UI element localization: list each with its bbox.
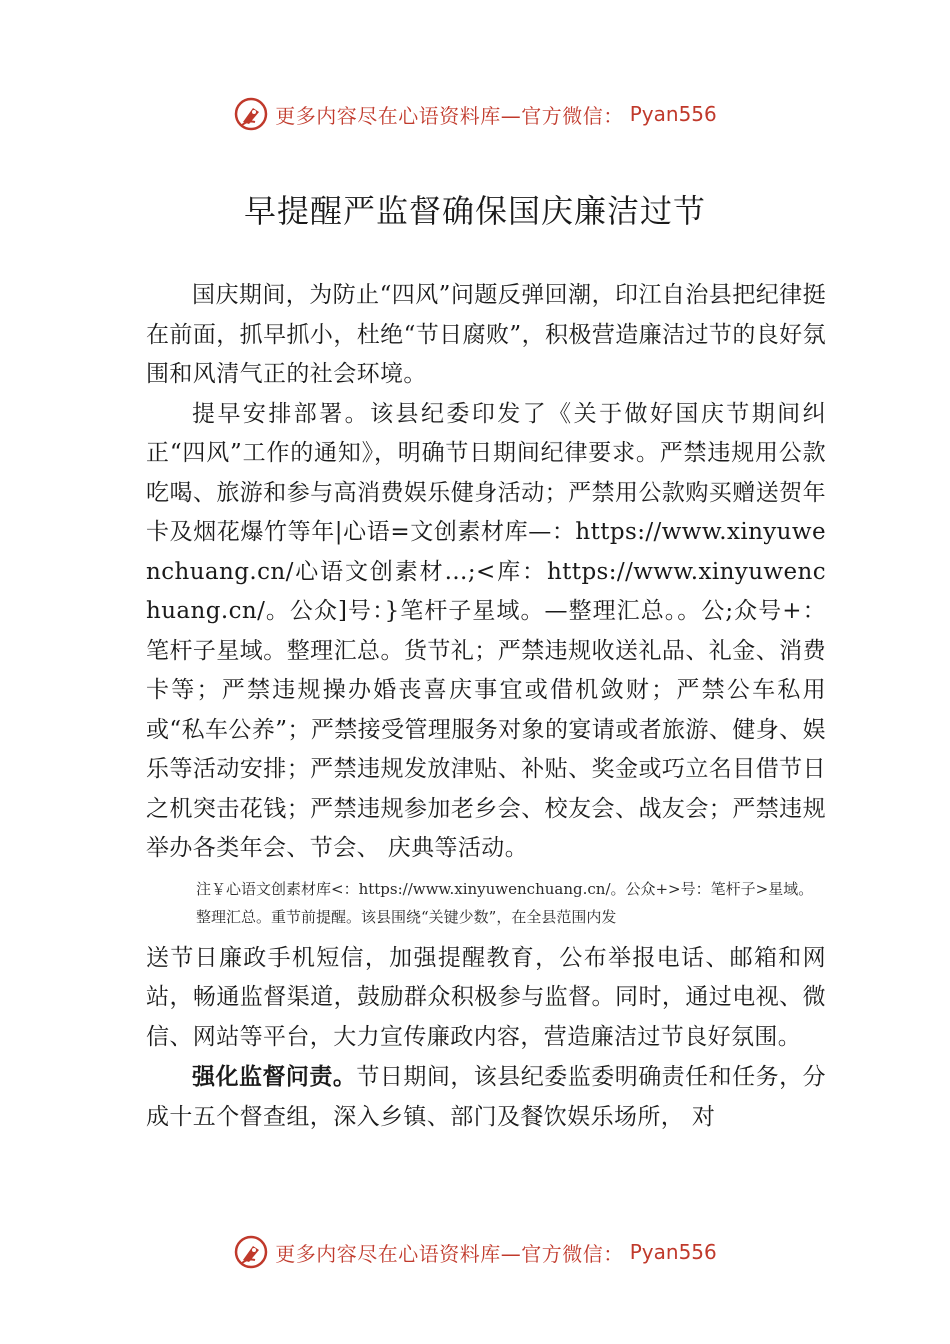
header-banner: [0, 94, 950, 134]
footer-banner: [0, 1232, 950, 1272]
banner-contact: Pyan556: [629, 1240, 717, 1264]
paragraph-reminder: 送节日廉政手机短信，加强提醒教育，公布举报电话、邮箱和网站，畅通监督渠道，鼓励群众积极参与监督。同时，通过电视、微信、网站等平台，大力宣传廉政内容，营造廉洁过节良好氛围。: [146, 944, 826, 1050]
pen-nib-logo-icon: [233, 96, 269, 132]
banner-text: 更多内容尽在心语资料库—官方微信：: [275, 1241, 624, 1266]
paragraph-intro: 国庆期间，为防止“四风”问题反弹回潮，印江自治县把纪律挺在前面，抓早抓小，杜绝“节日腐败”，积极营造廉洁过节的良好氛围和风清气正的社会环境。: [146, 282, 826, 387]
pen-nib-logo-icon: [233, 1234, 269, 1270]
supervision-text: 节日期间，该县纪委监委明确责任和任务，分成十五个督查组，深入乡镇、部门及餐饮娱乐场所， 对: [146, 1064, 826, 1130]
document-title: 早提醒严监督确保国庆廉洁过节: [243, 192, 706, 230]
banner-text: 更多内容尽在心语资料库—官方微信：: [275, 103, 624, 128]
supervision-heading: 强化监督问责。: [192, 1063, 357, 1090]
document-body: [146, 276, 826, 1137]
banner-contact: Pyan556: [629, 102, 717, 126]
paragraph-deployment: 提早安排部署。该县纪委印发了《关于做好国庆节期间纠正“四风”工作的通知》，明确节日期间纪律要求。严禁违规用公款吃喝、旅游和参与高消费娱乐健身活动；严禁用公款购买赠送贺年卡及烟花爆竹等年|心语=文创素材库—：https://www.xinyuwenchuang.cn/心语文创素材…;<库：https://www.xinyuwenchuang.cn/。公众]号：}笔杆子星域。—整理汇总。。公;众号+：笔杆子星域。整理汇总。货节礼；严禁违规收送礼品、礼金、消费卡等；严禁违规操办婚丧喜庆事宜或借机敛财；严禁公车私用或“私车公养”；严禁接受管理服务对象的宴请或者旅游、健身、娱乐等活动安排；严禁违规发放津贴、补贴、奖金或巧立名目借节日之机突击花钱；严禁违规参加老乡会、校友会、战友会；严禁违规举办各类年会、节会、 庆典等活动。: [146, 400, 826, 861]
paragraph-supervision: [146, 1057, 826, 1137]
watermark-note: 注￥心语文创素材库<：https://www.xinyuwenchuang.cn/。公众+>号：笔杆子>星域。整理汇总。重节前提醒。该县围绕“关键少数”，在全县范围内发: [196, 879, 814, 926]
